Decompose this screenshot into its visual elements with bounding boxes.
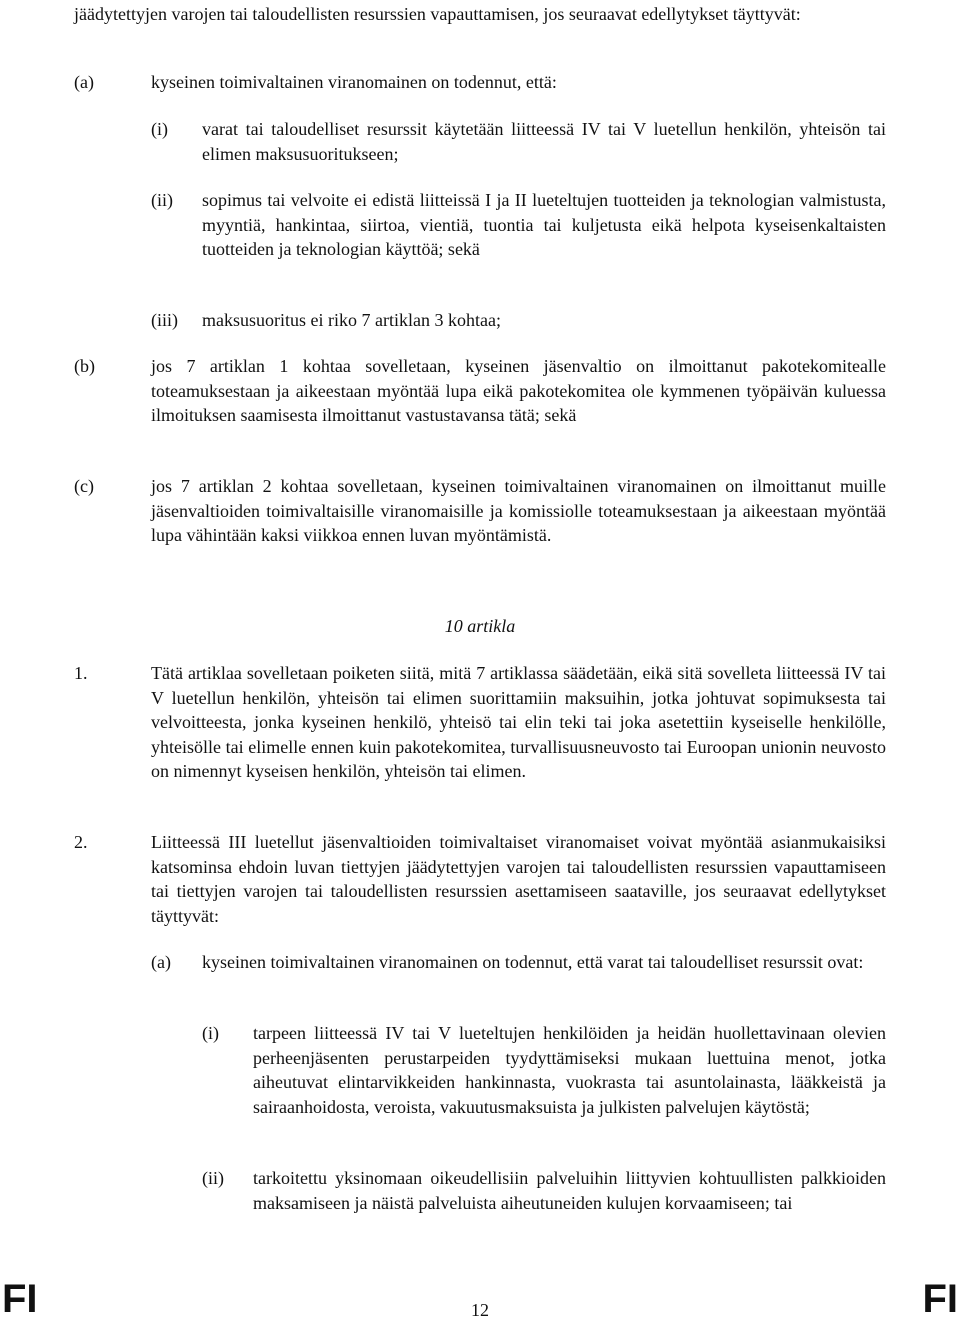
paragraph-2-a-i-text: tarpeen liitteessä IV tai V lueteltujen henkilöiden ja heidän huollettavinaan olevien perheenjäsenten perustarpeiden tyydyttämiseksi mukaan luettuina menot, jotka aiheutuvat elintarvikkeiden hankinnasta, vuokrasta tai asuntolainasta, lääkkeistä ja sairaanhoidosta, veroista, vakuutusmaksuista ja julkisten palvelujen käytöstä; [253, 1023, 886, 1117]
item-a-i-label: (i) [151, 119, 168, 139]
item-a-i-text: varat tai taloudelliset resurssit käytetään liitteessä IV tai V luetellun henkilön, yhteisön tai elimen maksusuoritukseen; [202, 119, 886, 164]
intro-paragraph: jäädytettyjen varojen tai taloudellisten resurssien vapauttamisen, jos seuraavat edellytykset täyttyvät: [74, 4, 801, 24]
item-b-label: (b) [74, 356, 95, 376]
paragraph-2-a-ii-text: tarkoitettu yksinomaan oikeudellisiin palveluihin liittyvien kohtuullisten palkkioiden maksamiseen ja näistä palveluista aiheutuneiden kulujen korvaamiseen; tai [253, 1168, 886, 1213]
item-a-ii-label: (ii) [151, 190, 173, 210]
footer-language-code-left: FI [2, 1277, 38, 1321]
footer-language-code-right: FI [922, 1277, 958, 1321]
item-a-text: kyseinen toimivaltainen viranomainen on todennut, että: [151, 72, 557, 92]
paragraph-2-text: Liitteessä III luetellut jäsenvaltioiden toimivaltaiset viranomaiset voivat myöntää asianmukaisiksi katsominsa ehdoin luvan tiettyjen jäädytettyjen varojen tai taloudellisten resurssien vapauttamiseen tai tiettyjen varojen tai taloudellisten resurssien asettamiseen saataville, jos seuraavat edellytykset täyttyvät: [151, 832, 886, 926]
paragraph-2-label: 2. [74, 832, 88, 852]
item-a-iii-label: (iii) [151, 310, 178, 330]
paragraph-2-a-i-label: (i) [202, 1023, 219, 1043]
page-number: 12 [471, 1300, 489, 1320]
paragraph-2-a-ii-label: (ii) [202, 1168, 224, 1188]
item-a-label: (a) [74, 72, 94, 92]
paragraph-2-a-label: (a) [151, 952, 171, 972]
paragraph-1-text: Tätä artiklaa sovelletaan poiketen siitä, mitä 7 artiklassa säädetään, eikä sitä sovelleta liitteessä IV tai V luetellun henkilön, yhteisön tai elimen suorittamiin maksuihin, jotka johtuvat sopimuksesta tai velvoitteesta, jonka kyseinen henkilö, yhteisö tai elin teki tai joka asetettiin kyseiselle henkilölle, yhteisölle tai elimelle ennen kuin pakotekomitea, turvallisuusneuvosto tai Euroopan unionin neuvosto on nimennyt kyseisen henkilön, yhteisön tai elimen. [151, 663, 886, 782]
item-a-iii-text: maksusuoritus ei riko 7 artiklan 3 kohtaa; [202, 310, 501, 330]
item-a-ii-text: sopimus tai velvoite ei edistä liitteissä I ja II lueteltujen tuotteiden ja teknologian valmistusta, myyntiä, hankintaa, siirtoa, vientiä, tuontia tai kuljetusta eikä helpota kyseisenkaltaisten tuotteiden ja teknologian käyttöä; sekä [202, 190, 886, 260]
paragraph-2-a-text: kyseinen toimivaltainen viranomainen on todennut, että varat tai taloudelliset resurssit ovat: [202, 952, 864, 972]
article-heading: 10 artikla [444, 616, 516, 636]
item-c-label: (c) [74, 476, 94, 496]
paragraph-1-label: 1. [74, 663, 88, 683]
item-b-text: jos 7 artiklan 1 kohtaa sovelletaan, kyseinen jäsenvaltio on ilmoittanut pakotekomitealle toteamuksestaan ja aikeestaan myöntää lupa eikä pakotekomitea ole kymmenen työpäivän kuluessa ilmoituksen saamisesta ilmoittanut vastustavansa tätä; sekä [151, 356, 886, 426]
item-c-text: jos 7 artiklan 2 kohtaa sovelletaan, kyseinen toimivaltainen viranomainen on ilmoittanut muille jäsenvaltioiden toimivaltaisille viranomaisille ja komissiolle toteamuksestaan ja aikeestaan myöntää lupa vähintään kaksi viikkoa ennen luvan myöntämistä. [151, 476, 886, 546]
